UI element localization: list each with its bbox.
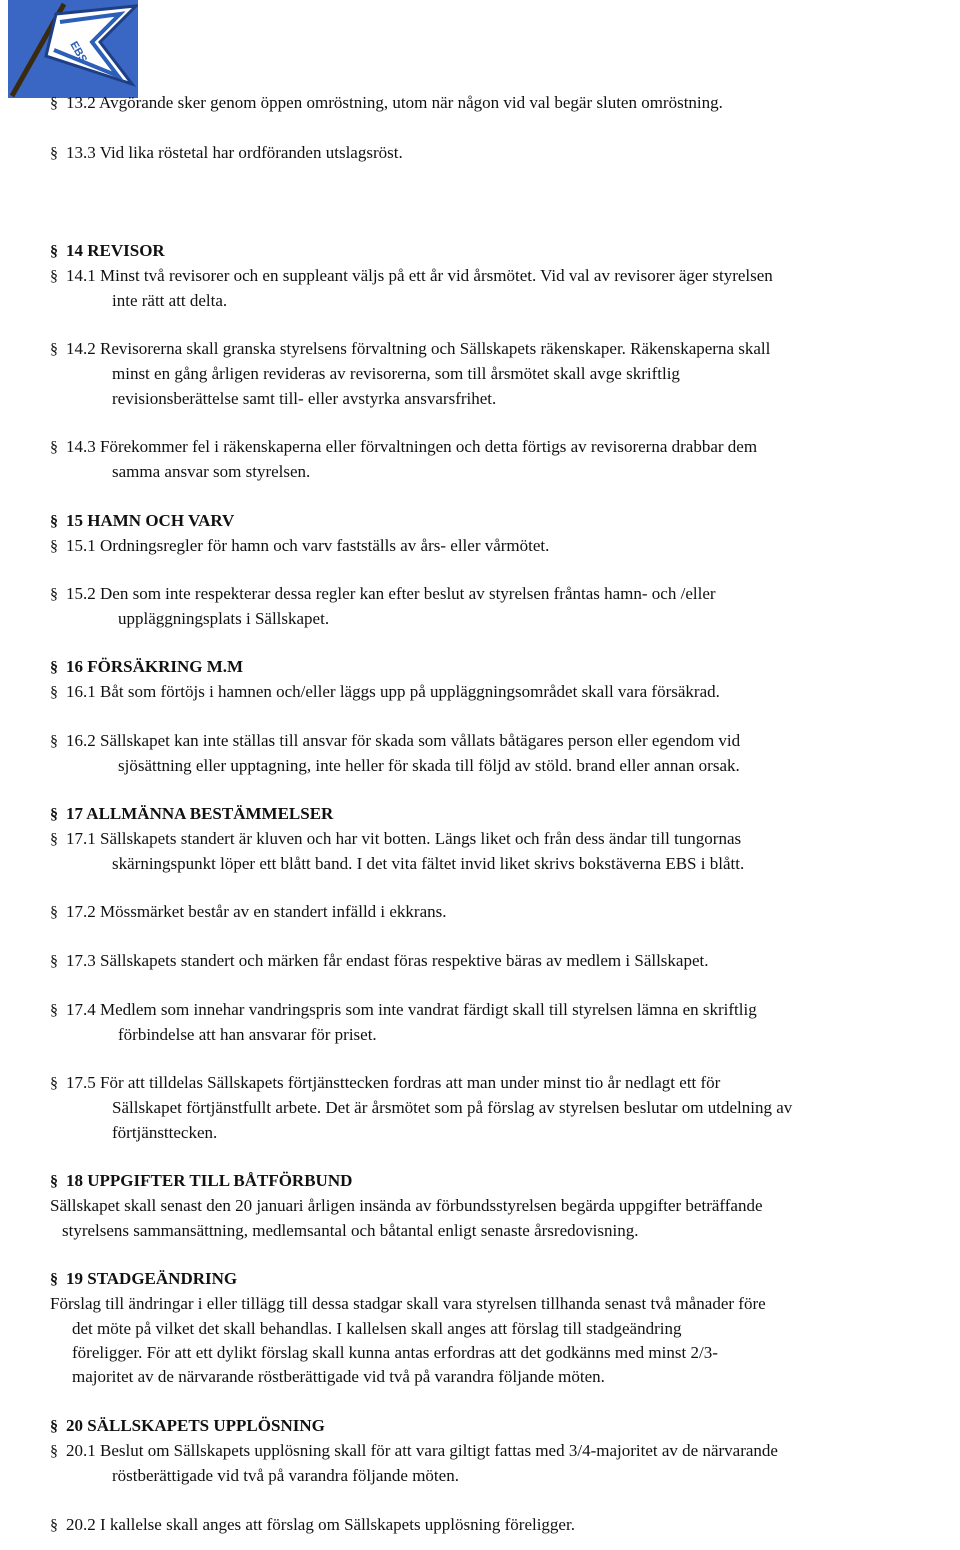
line-text: röstberättigade vid två på varandra följande möten. bbox=[112, 1466, 459, 1485]
section-heading bbox=[50, 241, 165, 262]
line-text: 20.1 Beslut om Sällskapets upplösning skall för att vara giltigt fattas med 3/4-majoritet av de närvarande bbox=[66, 1441, 778, 1460]
paragraph-line bbox=[72, 1367, 605, 1387]
paragraph-line bbox=[50, 829, 741, 850]
line-text: Sällskapet förtjänstfullt arbete. Det är årsmötet som på förslag av styrelsen beslutar om utdelning av bbox=[112, 1098, 793, 1117]
paragraph-line bbox=[50, 93, 723, 114]
section-mark: § bbox=[50, 268, 58, 285]
line-text: 20.2 I kallelse skall anges att förslag om Sällskapets upplösning föreligger. bbox=[66, 1515, 575, 1534]
paragraph-line bbox=[112, 389, 496, 409]
line-text: revisionsberättelse samt till- eller avstyrka ansvarsfrihet. bbox=[112, 389, 497, 408]
line-text: minst en gång årligen revideras av revisorerna, som till årsmötet skall avge skriftlig bbox=[112, 364, 680, 383]
paragraph-line bbox=[50, 1000, 757, 1021]
section-mark: § bbox=[50, 1002, 58, 1019]
paragraph-line bbox=[50, 1515, 575, 1536]
line-text: styrelsens sammansättning, medlemsantal och båtantal enligt senaste årsredovisning. bbox=[62, 1221, 639, 1240]
paragraph-line bbox=[50, 682, 720, 703]
paragraph-line bbox=[112, 1098, 792, 1118]
paragraph-line bbox=[50, 902, 447, 923]
line-text: förtjänsttecken. bbox=[112, 1123, 218, 1142]
logo-letters: EBS bbox=[67, 39, 90, 66]
section-mark: § bbox=[50, 341, 58, 358]
section-mark: § bbox=[50, 439, 58, 456]
section-heading bbox=[50, 804, 333, 825]
line-text: 15.1 Ordningsregler för hamn och varv fastställs av års- eller vårmötet. bbox=[66, 536, 550, 555]
section-mark: § bbox=[50, 684, 58, 701]
paragraph-line bbox=[112, 364, 680, 384]
section-mark: § bbox=[50, 243, 58, 260]
line-text: 16 FÖRSÄKRING M.M bbox=[66, 657, 244, 676]
line-text: 13.3 Vid lika röstetal har ordföranden utslagsröst. bbox=[66, 143, 403, 162]
paragraph-line bbox=[50, 536, 549, 557]
line-text: inte rätt att delta. bbox=[112, 291, 228, 310]
section-heading bbox=[50, 1416, 325, 1437]
paragraph-line bbox=[112, 854, 744, 874]
paragraph-line bbox=[118, 756, 740, 776]
line-text: 19 STADGEÄNDRING bbox=[66, 1269, 238, 1288]
paragraph-line bbox=[112, 1466, 459, 1486]
line-text: förbindelse att han ansvarar för priset. bbox=[118, 1025, 377, 1044]
line-text: 15 HAMN OCH VARV bbox=[66, 511, 235, 530]
line-text: Sällskapet skall senast den 20 januari årligen insända av förbundsstyrelsen begärda uppgifter beträffande bbox=[50, 1196, 763, 1215]
line-text: 20 SÄLLSKAPETS UPPLÖSNING bbox=[66, 1416, 325, 1435]
line-text: 16.1 Båt som förtöjs i hamnen och/eller läggs upp på uppläggningsområdet skall vara försäkrad. bbox=[66, 682, 720, 701]
line-text: skärningspunkt löper ett blått band. I det vita fältet invid liket skrivs bokstäverna EBS i blått. bbox=[112, 854, 745, 873]
section-mark: § bbox=[50, 145, 58, 162]
paragraph-line bbox=[50, 437, 757, 458]
paragraph-line bbox=[112, 291, 227, 311]
section-mark: § bbox=[50, 953, 58, 970]
section-mark: § bbox=[50, 1075, 58, 1092]
line-text: 16.2 Sällskapet kan inte ställas till ansvar för skada som vållats båtägares person eller egendom vid bbox=[66, 731, 741, 750]
section-mark: § bbox=[50, 1443, 58, 1460]
section-mark: § bbox=[50, 806, 58, 823]
section-mark: § bbox=[50, 831, 58, 848]
line-text: 17.2 Mössmärket består av en standert infälld i ekkrans. bbox=[66, 902, 447, 921]
paragraph-line bbox=[50, 266, 773, 287]
section-mark: § bbox=[50, 513, 58, 530]
section-heading bbox=[50, 1171, 352, 1192]
line-text: 17.1 Sällskapets standert är kluven och har vit botten. Längs liket och från dess ändar till tungornas bbox=[66, 829, 742, 848]
line-text: 13.2 Avgörande sker genom öppen omröstning, utom när någon vid val begär sluten omröstning. bbox=[66, 93, 723, 112]
line-text: uppläggningsplats i Sällskapet. bbox=[118, 609, 330, 628]
line-text: 14 REVISOR bbox=[66, 241, 165, 260]
line-text: 14.1 Minst två revisorer och en suppleant väljs på ett år vid årsmötet. Vid val av revisorer äger styrelsen bbox=[66, 266, 773, 285]
paragraph-line bbox=[50, 143, 403, 164]
section-mark: § bbox=[50, 1517, 58, 1534]
line-text: sjösättning eller upptagning, inte heller för skada till följd av stöld. brand eller annan orsak. bbox=[118, 756, 740, 775]
paragraph-line bbox=[50, 731, 740, 752]
line-text: föreligger. För att ett dylikt förslag skall kunna antas erfordras att det godkänns med minst 2/3- bbox=[72, 1343, 718, 1362]
section-mark: § bbox=[50, 1271, 58, 1288]
line-text: majoritet av de närvarande röstberättigade vid två på varandra följande möten. bbox=[72, 1367, 605, 1386]
line-text: 18 UPPGIFTER TILL BÅTFÖRBUND bbox=[66, 1171, 353, 1190]
paragraph-line bbox=[50, 339, 770, 360]
section-heading bbox=[50, 1269, 237, 1290]
section-mark: § bbox=[50, 538, 58, 555]
line-text: Förslag till ändringar i eller tillägg till dessa stadgar skall vara styrelsen tillhanda senast två månader före bbox=[50, 1294, 766, 1313]
paragraph-line bbox=[50, 951, 709, 972]
paragraph-line bbox=[50, 1294, 766, 1314]
paragraph-line bbox=[72, 1319, 681, 1339]
line-text: 15.2 Den som inte respekterar dessa regler kan efter beslut av styrelsen fråntas hamn- och /eller bbox=[66, 584, 716, 603]
section-mark: § bbox=[50, 1173, 58, 1190]
paragraph-line bbox=[118, 609, 329, 629]
line-text: 17 ALLMÄNNA BESTÄMMELSER bbox=[66, 804, 334, 823]
line-text: 14.2 Revisorerna skall granska styrelsens förvaltning och Sällskapets räkenskaper. Räkenskaperna skall bbox=[66, 339, 771, 358]
paragraph-line bbox=[112, 1123, 217, 1143]
line-text: 17.4 Medlem som innehar vandringspris som inte vandrat färdigt skall till styrelsen lämna en skriftlig bbox=[66, 1000, 757, 1019]
line-text: 17.3 Sällskapets standert och märken får endast föras respektive bäras av medlem i Sällskapet. bbox=[66, 951, 709, 970]
paragraph-line bbox=[50, 1196, 763, 1216]
paragraph-line bbox=[50, 1073, 720, 1094]
section-heading bbox=[50, 511, 234, 532]
paragraph-line bbox=[112, 462, 310, 482]
line-text: samma ansvar som styrelsen. bbox=[112, 462, 311, 481]
line-text: 14.3 Förekommer fel i räkenskaperna eller förvaltningen och detta förtigs av revisorerna drabbar dem bbox=[66, 437, 758, 456]
section-mark: § bbox=[50, 904, 58, 921]
ebs-burgee-logo bbox=[8, 0, 138, 98]
section-mark: § bbox=[50, 1418, 58, 1435]
paragraph-line bbox=[72, 1343, 718, 1363]
paragraph-line bbox=[62, 1221, 638, 1241]
section-mark: § bbox=[50, 659, 58, 676]
line-text: det möte på vilket det skall behandlas. I kallelsen skall anges att förslag till stadgeändring bbox=[72, 1319, 682, 1338]
line-text: 17.5 För att tilldelas Sällskapets förtjänsttecken fordras att man under minst tio år nedlagt ett för bbox=[66, 1073, 721, 1092]
paragraph-line bbox=[50, 1441, 778, 1462]
paragraph-line bbox=[50, 584, 716, 605]
section-mark: § bbox=[50, 733, 58, 750]
section-heading bbox=[50, 657, 243, 678]
section-mark: § bbox=[50, 95, 58, 112]
section-mark: § bbox=[50, 586, 58, 603]
paragraph-line bbox=[118, 1025, 377, 1045]
